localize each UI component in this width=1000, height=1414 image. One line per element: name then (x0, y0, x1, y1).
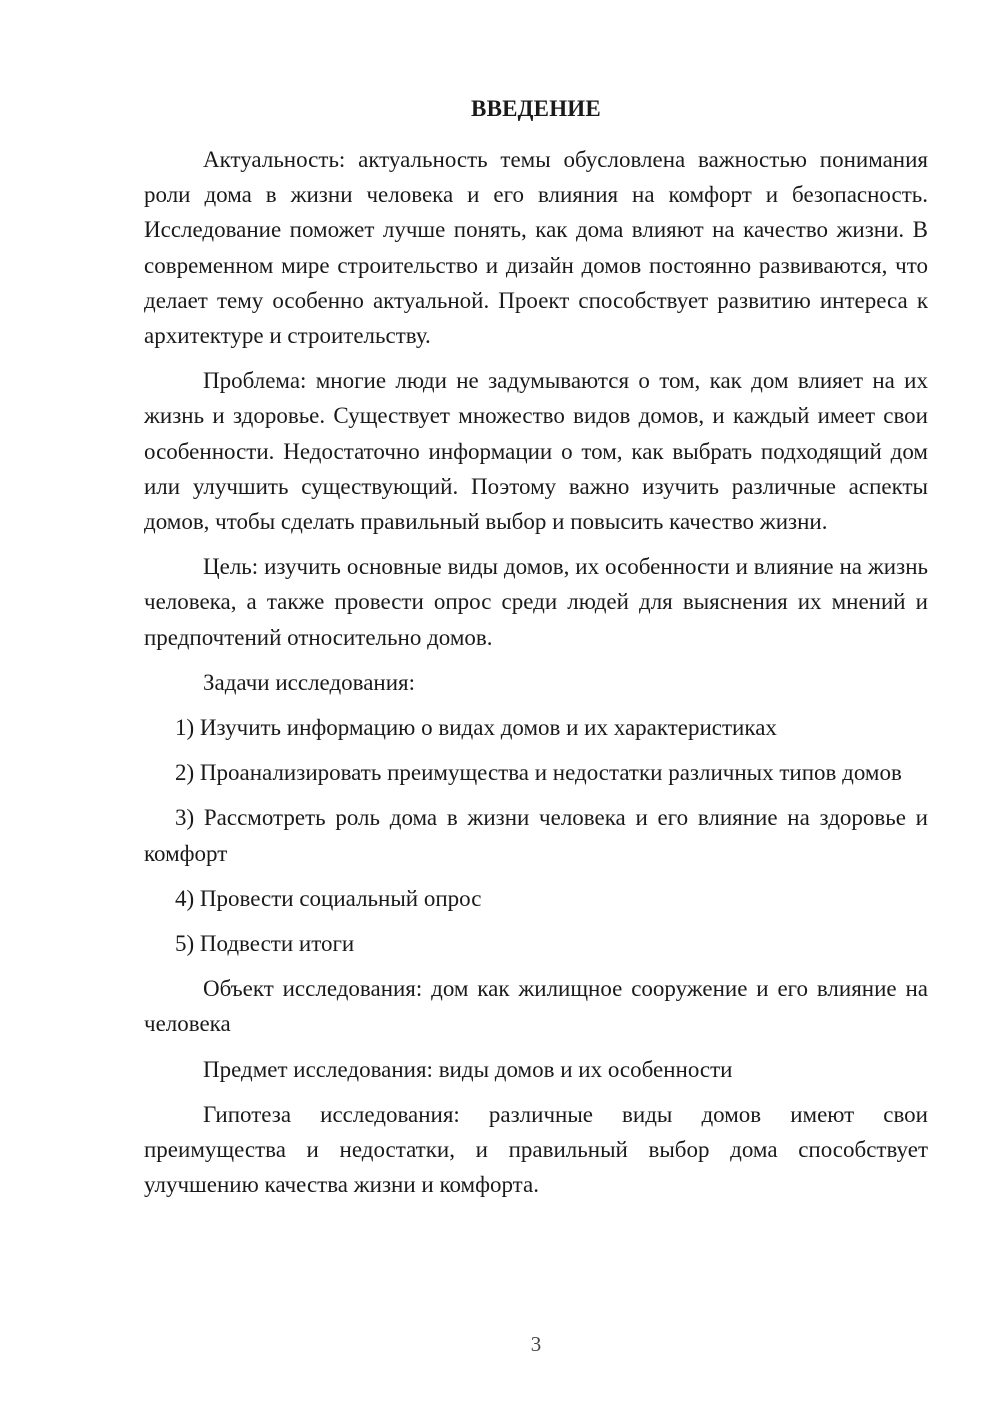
document-body (144, 142, 928, 1212)
section-heading: ВВЕДЕНИЕ (471, 96, 601, 121)
paragraph-goal: Цель: изучить основные виды домов, их особенности и влияние на жизнь человека, а также провести опрос среди людей для выяснения их мнений и предпочтений относительно домов. (144, 554, 928, 650)
paragraph-hypothesis: Гипотеза исследования: различные виды домов имеют свои преимущества и недостатки, и правильный выбор дома способствует улучшению качества жизни и комфорта. (144, 1101, 928, 1198)
task-item-1: 1) Изучить информацию о видах домов и их характеристиках (175, 715, 777, 741)
paragraph-subject: Предмет исследования: виды домов и их особенности (203, 1056, 733, 1082)
task-item-2: 2) Проанализировать преимущества и недостатки различных типов домов (175, 760, 902, 786)
task-item-5: 5) Подвести итоги (175, 931, 355, 957)
task-item-4: 4) Провести социальный опрос (175, 885, 482, 911)
paragraph-object: Объект исследования: дом как жилищное сооружение и его влияние на человека (144, 976, 928, 1037)
task-item-3: 3) Рассмотреть роль дома в жизни человека и его влияние на здоровье и комфорт (144, 805, 928, 866)
paragraph-tasks-title: Задачи исследования: (203, 669, 416, 695)
paragraph-problem: Проблема: многие люди не задумываются о том, как дом влияет на их жизнь и здоровье. Существует множество видов домов, и каждый имеет свои особенности. Недостаточно информации о том, как выбрать подходящий дом или улучшить существующий. Поэтому важно изучить различные аспекты домов, чтобы сделать правильный выбор и повысить качество жизни. (144, 368, 928, 535)
page-number: 3 (530, 1332, 542, 1356)
paragraph-relevance: Актуальность: актуальность темы обусловлена важностью понимания роли дома в жизни человека и его влияния на комфорт и безопасность. Исследование поможет лучше понять, как дома влияют на качество жизни. В современном мире строительство и дизайн домов постоянно развиваются, что делает тему особенно актуальной. Проект способствует развитию интереса к архитектуре и строительству. (144, 147, 928, 349)
